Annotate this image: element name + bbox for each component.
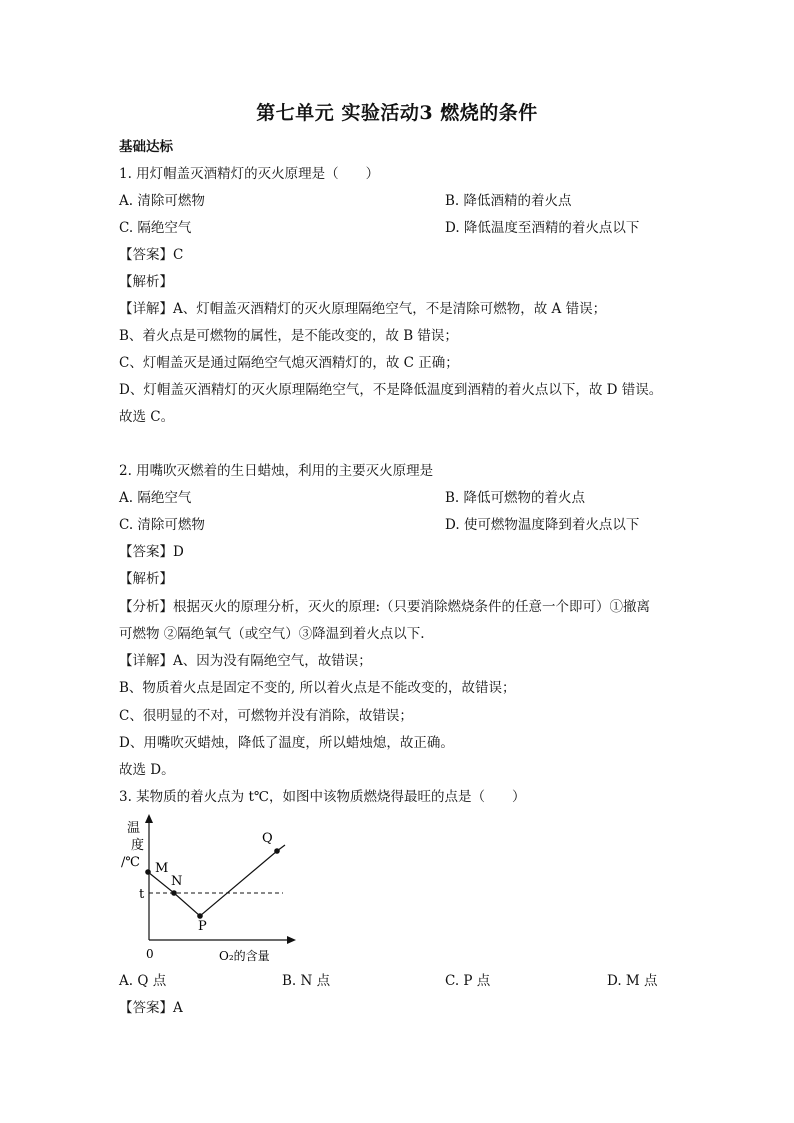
x-axis-label: O₂的含量 (219, 949, 270, 963)
label-p: P (198, 919, 207, 934)
q2-fenxi-line: 【分析】根据灭火的原理分析，灭火的原理:（只要消除燃烧条件的任意一个即可）①撤离 (119, 599, 651, 615)
q2-option-c: C. 清除可燃物 (119, 517, 205, 533)
q1-detail-line: B、着火点是可燃物的属性，是不能改变的，故 B 错误； (119, 328, 458, 344)
q3-option-c: C. P 点 (445, 973, 491, 989)
origin-label: 0 (146, 947, 154, 961)
x-axis-arrow (287, 936, 296, 944)
point-n (171, 890, 177, 896)
q2-option-a: A. 隔绝空气 (119, 490, 192, 506)
q3-answer: 【答案】A (119, 1000, 183, 1016)
q3-option-a: A. Q 点 (119, 973, 167, 989)
q2-answer: 【答案】D (119, 544, 184, 560)
q2-stem: 2. 用嘴吹灭燃着的生日蜡烛，利用的主要灭火原理是 (119, 463, 434, 479)
q2-analysis-label: 【解析】 (119, 571, 173, 587)
label-q: Q (262, 831, 273, 846)
q1-detail-line: C、灯帽盖灭是通过隔绝空气熄灭酒精灯的，故 C 正确； (119, 355, 459, 371)
q2-detail-line: C、很明显的不对，可燃物并没有消除，故错误； (119, 708, 413, 724)
q2-fenxi-line: 可燃物 ②隔绝氧气（或空气）③降温到着火点以下. (119, 626, 425, 642)
q1-detail-line: D、灯帽盖灭酒精灯的灭火原理隔绝空气，不是降低温度到酒精的着火点以下，故 D 错误。 (119, 382, 663, 398)
y-label-1: 温 (127, 821, 141, 836)
label-m: M (155, 861, 169, 876)
q1-option-a: A. 清除可燃物 (119, 193, 205, 209)
q1-option-c: C. 隔绝空气 (119, 220, 192, 236)
q1-option-d: D. 降低温度至酒精的着火点以下 (445, 220, 640, 236)
q3-option-d: D. M 点 (607, 973, 658, 989)
q1-detail-line: 【详解】A、灯帽盖灭酒精灯的灭火原理隔绝空气，不是清除可燃物，故 A 错误； (119, 301, 607, 317)
point-p (197, 913, 203, 919)
y-label-2: 度 (131, 838, 145, 853)
label-t: t (139, 887, 145, 902)
temperature-oxygen-graph (115, 812, 305, 968)
q2-detail-line: 【详解】A、因为没有隔绝空气，故错误； (119, 653, 372, 669)
q2-option-d: D. 使可燃物温度降到着火点以下 (445, 517, 640, 533)
point-q (274, 848, 280, 854)
section-heading: 基础达标 (119, 139, 173, 155)
q1-detail-line: 故选 C。 (119, 409, 175, 425)
q1-answer: 【答案】C (119, 247, 184, 263)
page-title: 第七单元 实验活动3 燃烧的条件 (256, 102, 538, 124)
q2-detail-line: D、用嘴吹灭蜡烛，降低了温度，所以蜡烛熄，故正确。 (119, 735, 454, 751)
q3-option-b: B. N 点 (282, 973, 331, 989)
q1-analysis-label: 【解析】 (119, 274, 173, 290)
temperature-curve (148, 845, 285, 916)
q2-option-b: B. 降低可燃物的着火点 (445, 490, 586, 506)
q1-option-b: B. 降低酒精的着火点 (445, 193, 572, 209)
q1-stem: 1. 用灯帽盖灭酒精灯的灭火原理是（ ） (119, 166, 380, 182)
label-n: N (171, 874, 183, 889)
y-axis-arrow (145, 814, 153, 823)
q2-detail-line: 故选 D。 (119, 762, 175, 778)
y-label-3: /℃ (121, 855, 140, 870)
point-m (145, 869, 151, 875)
q3-stem: 3. 某物质的着火点为 t℃，如图中该物质燃烧得最旺的点是（ ） (119, 789, 526, 805)
q2-detail-line: B、物质着火点是固定不变的, 所以着火点是不能改变的，故错误； (119, 680, 516, 696)
